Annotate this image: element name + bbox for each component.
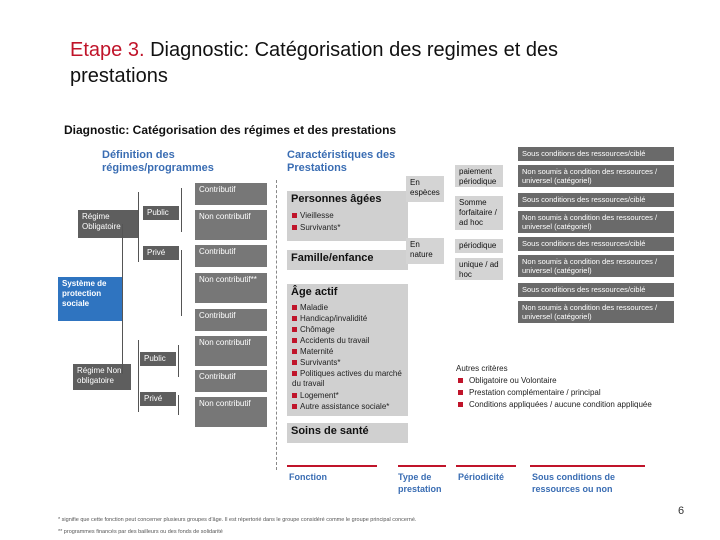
- en-especes-box: En espèces: [406, 176, 444, 202]
- non-contributif-box-3: Non contributif: [195, 336, 267, 366]
- contributif-box-1: Contributif: [195, 183, 267, 205]
- age-actif-item: Maternité: [292, 347, 333, 357]
- age-actif-item: Maladie: [292, 303, 328, 313]
- bullet-square-icon: [292, 404, 297, 409]
- bottom-label-fonction: Fonction: [289, 472, 327, 482]
- unique-box: unique / ad hoc: [455, 258, 503, 280]
- tree-line: [138, 192, 139, 262]
- age-actif-item: Autre assistance sociale*: [292, 402, 389, 412]
- bullet-square-icon: [292, 327, 297, 332]
- en-nature-box: En nature: [406, 238, 444, 264]
- criteria-box: Non soumis à condition des ressources / universel (catégoriel): [518, 301, 674, 323]
- personnes-agees-title: Personnes âgées: [291, 193, 382, 205]
- prive-1-label: Privé: [143, 246, 179, 260]
- tree-line: [181, 188, 182, 232]
- contributif-box-3: Contributif: [195, 309, 267, 331]
- non-contributif-box-4: Non contributif: [195, 397, 267, 427]
- contributif-box-2: Contributif: [195, 245, 267, 267]
- system-box: Système de protection sociale: [58, 277, 122, 321]
- periodicite-underline: [456, 465, 516, 467]
- footnote-2: ** programmes financés par des bailleurs ou des fonds de solidarité: [58, 529, 223, 535]
- bullet-square-icon: [458, 402, 463, 407]
- bullet-square-icon: [292, 349, 297, 354]
- age-actif-item: Survivants*: [292, 358, 340, 368]
- other-criteria-item: Obligatoire ou Volontaire: [458, 376, 557, 385]
- criteria-box: Sous conditions des ressources/ciblé: [518, 193, 674, 207]
- bullet-square-icon: [292, 225, 297, 230]
- regime-non-obligatoire-box: Régime Non obligatoire: [73, 364, 131, 390]
- regime-obligatoire-box: Régime Obligatoire: [78, 210, 138, 238]
- tree-line: [178, 345, 179, 377]
- age-actif-item: Accidents du travail: [292, 336, 369, 346]
- paiement-periodique-box: paiement périodique: [455, 165, 503, 187]
- non-contributif-box-2: Non contributif**: [195, 273, 267, 303]
- bullet-square-icon: [292, 360, 297, 365]
- bottom-label-ressources: Sous conditions de ressources ou non: [532, 472, 616, 494]
- tree-line: [178, 395, 179, 415]
- bullet-square-icon: [458, 378, 463, 383]
- bullet-square-icon: [292, 213, 297, 218]
- criteria-box: Sous conditions des ressources/ciblé: [518, 147, 674, 161]
- somme-forfaitaire-box: Somme forfaitaire / ad hoc: [455, 196, 503, 230]
- public-1-label: Public: [143, 206, 179, 220]
- bullet-square-icon: [292, 338, 297, 343]
- age-actif-item: Logement*: [292, 391, 339, 401]
- public-2-label: Public: [140, 352, 176, 366]
- characteristics-header: Caractéristiques des Prestations: [287, 149, 396, 174]
- prive-2-label: Privé: [140, 392, 176, 406]
- age-actif-title: Âge actif: [291, 286, 338, 298]
- page-number: 6: [678, 505, 685, 517]
- soins-title: Soins de santé: [291, 425, 369, 437]
- other-criteria-title: Autres critères: [456, 364, 508, 373]
- famille-title: Famille/enfance: [291, 252, 374, 264]
- famille-box: [287, 250, 408, 270]
- criteria-box: Sous conditions des ressources/ciblé: [518, 237, 674, 251]
- criteria-box: Sous conditions des ressources/ciblé: [518, 283, 674, 297]
- personnes-agees-item: Vieillesse: [292, 211, 334, 221]
- soins-box: [287, 423, 408, 443]
- personnes-agees-item: Survivants*: [292, 223, 340, 233]
- bullet-square-icon: [292, 393, 297, 398]
- bullet-square-icon: [292, 371, 297, 376]
- fonction-underline: [287, 465, 377, 467]
- contributif-box-4: Contributif: [195, 370, 267, 392]
- slide-title-number: Etape 3.: [70, 39, 145, 61]
- slide-title-text: Diagnostic: Catégorisation des regimes et des prestations: [70, 39, 559, 87]
- slide-title: [70, 37, 630, 89]
- non-contributif-box-1: Non contributif: [195, 210, 267, 240]
- bottom-label-periodicite: Périodicité: [458, 472, 505, 482]
- other-criteria-item: Conditions appliquées / aucune condition appliquée: [458, 400, 652, 409]
- separator-dashed-line: [276, 180, 277, 470]
- bullet-square-icon: [458, 390, 463, 395]
- periodique-box: périodique: [455, 239, 503, 253]
- criteria-box: Non soumis à condition des ressources / universel (catégoriel): [518, 255, 674, 277]
- other-criteria-item: Prestation complémentaire / principal: [458, 388, 601, 397]
- type-underline: [398, 465, 446, 467]
- definition-header: Définition des régimes/programmes: [102, 149, 214, 174]
- age-actif-item: Chômage: [292, 325, 335, 335]
- figure-title: Diagnostic: Catégorisation des régimes et des prestations: [64, 123, 397, 137]
- bullet-square-icon: [292, 305, 297, 310]
- bullet-square-icon: [292, 316, 297, 321]
- criteria-box: Non soumis à condition des ressources / universel (catégoriel): [518, 165, 674, 187]
- criteria-box: Non soumis à condition des ressources / universel (catégoriel): [518, 211, 674, 233]
- footnote-1: * signifie que cette fonction peut concerner plusieurs groupes d'âge. Il est répertorié dans le groupe considéré comme le groupe principal concerné.: [58, 517, 417, 523]
- age-actif-item: Handicap/invalidité: [292, 314, 367, 324]
- tree-line: [138, 340, 139, 412]
- ressources-underline: [530, 465, 645, 467]
- tree-line: [122, 224, 123, 374]
- bottom-label-type: Type de prestation: [398, 472, 442, 494]
- tree-line: [181, 250, 182, 316]
- age-actif-item: Politiques actives du marché du travail: [292, 369, 402, 388]
